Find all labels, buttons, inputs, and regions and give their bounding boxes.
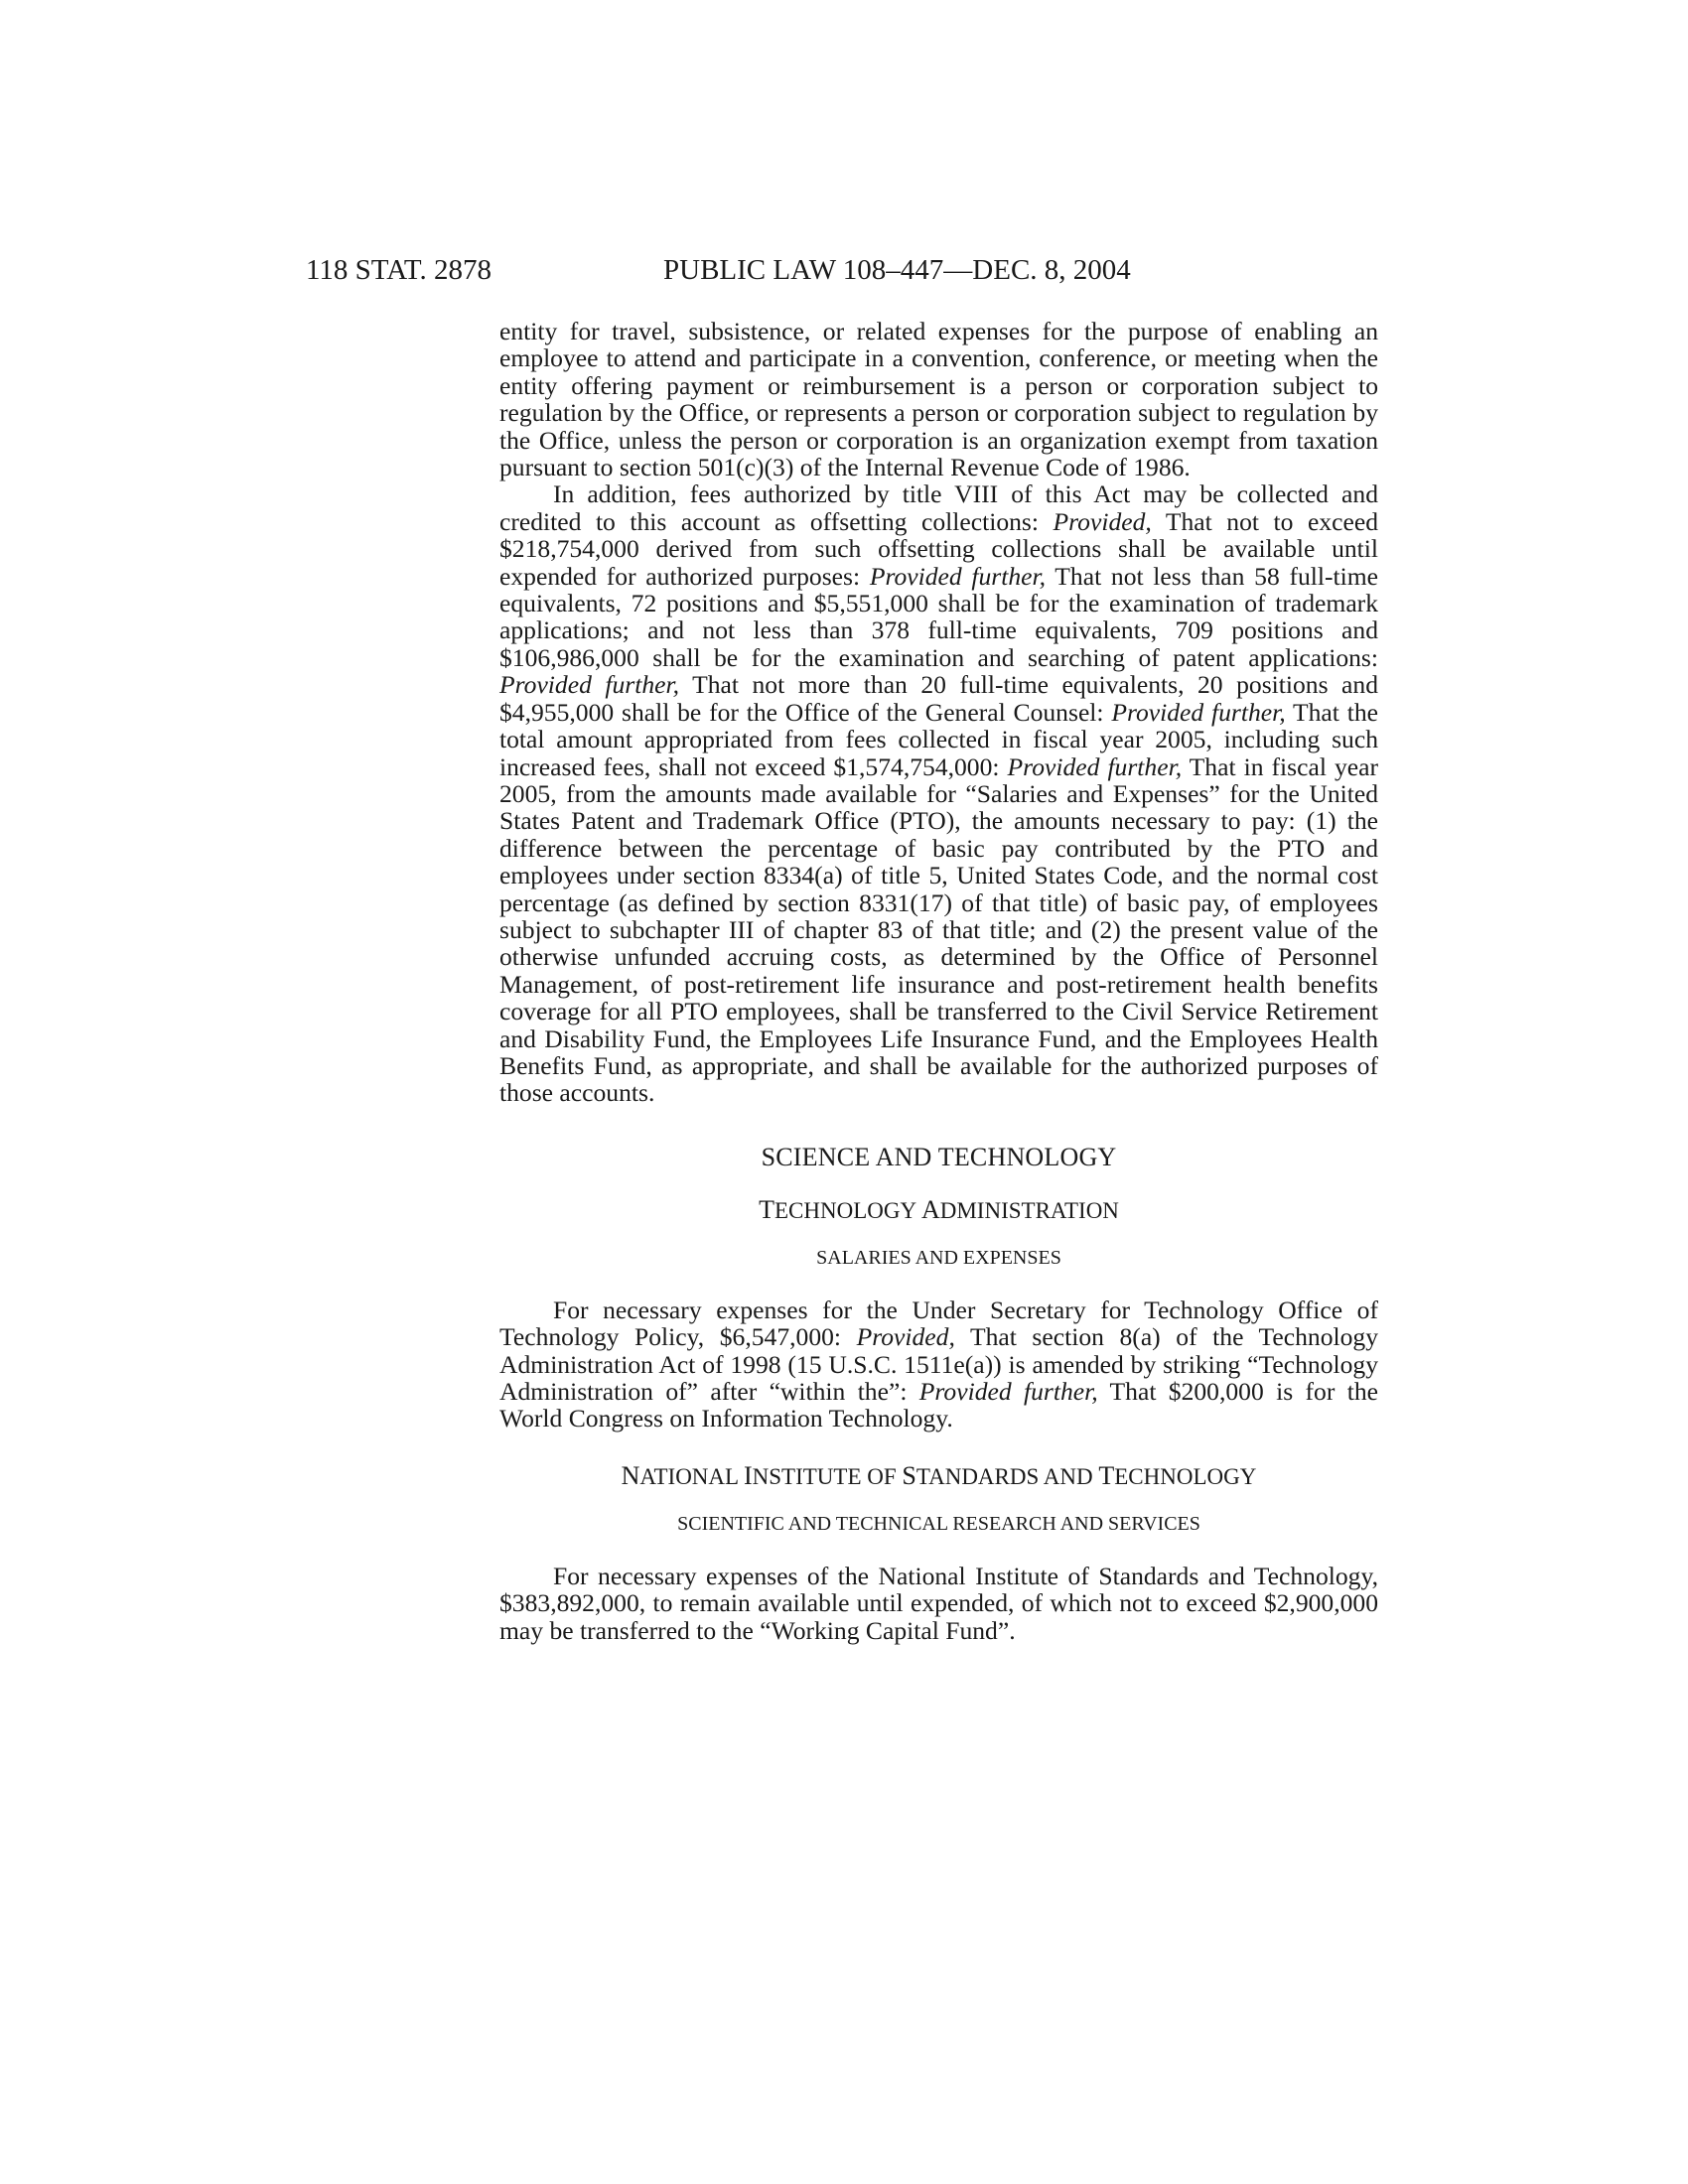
heading-scientific-research: SCIENTIFIC AND TECHNICAL RESEARCH AND SERVICES — [677, 1512, 1200, 1535]
proviso-italic: Provided further, — [499, 670, 680, 700]
proviso-italic: Provided, — [1053, 506, 1152, 536]
proviso-italic: Provided further, — [918, 1377, 1098, 1406]
heading-salaries-and-expenses: SALARIES AND EXPENSES — [816, 1246, 1061, 1269]
paragraph-fees: In addition, fees authorized by title VIII of this Act may be collected and credited to this account as offsetting collections: Provided, That not to exceed $218,754,000 derived from such offsetting collections shall be available until expended for authorized purposes: Provided further, That not less than 58 full-time equivalents, 72 positions and $5,551,000 shall be for the examination of trademark applications; and not less than 378 full-time equivalents, 709 positions and $106,986,000 shall be for the examination and searching of patent applications: Provided further, That not more than 20 full-time equivalents, 20 positions and $4,955,000 shall be for the Office of the General Counsel: Provided further, That the total amount appropriated from fees collected in fiscal year 2005, including such increased fees, shall not exceed $1,574,754,000: Provided further, That in fiscal year 2005, from the amounts made available for “Salaries and Expenses” for the United States Patent and Trademark Office (PTO), the amounts necessary to pay: (1) the difference between the percentage of basic pay contributed by the PTO and employees under section 8334(a) of title 5, United States Code, and the normal cost percentage (as defined by section 8331(17) of that title) of basic pay, of employees subject to subchapter III of chapter 83 of that title; and (2) the present value of the otherwise unfunded accruing costs, as determined by the Office of Personnel Management, of post-retirement life insurance and post-retirement health benefits coverage for all PTO employees, shall be transferred to the Civil Service Retirement and Disability Fund, the Employees Life Insurance Fund, and the Employees Health Benefits Fund, as appropriate, and shall be available for the authorized purposes of those accounts. — [499, 479, 1379, 1108]
heading-nist: NATIONAL INSTITUTE OF STANDARDS AND TECHNOLOGY — [621, 1460, 1257, 1490]
heading-technology-administration: TECHNOLOGY ADMINISTRATION — [759, 1194, 1119, 1224]
heading-science-and-technology: SCIENCE AND TECHNOLOGY — [761, 1142, 1117, 1171]
stat-citation: 118 STAT. 2878 — [306, 254, 492, 286]
page-header — [0, 250, 1688, 290]
proviso-italic: Provided, — [856, 1322, 955, 1352]
proviso-italic: Provided further, — [1007, 751, 1183, 781]
document-body — [499, 318, 1378, 1644]
paragraph-technology-policy: For necessary expenses for the Under Secretary for Technology Office of Technology Policy, $6,547,000: Provided, That section 8(a) of the Technology Administration Act of 1998 (15 U.S.C. 1511e(a)) is amended by striking “Technology Administration of” after “within the”: Provided further, That $200,000 is for the World Congress on Information Technology. — [499, 1295, 1378, 1433]
proviso-italic: Provided further, — [1111, 697, 1286, 727]
paragraph-continuation: entity for travel, subsistence, or related expenses for the purpose of enabling an employee to attend and participate in a convention, conference, or meeting when the entity offering payment or reimbursement is a person or corporation subject to regulation by the Office, or represents a person or corporation subject to regulation by the Office, unless the person or corporation is an organization exempt from taxation pursuant to section 501(c)(3) of the Internal Revenue Code of 1986. — [499, 317, 1378, 482]
public-law-title: PUBLIC LAW 108–447—DEC. 8, 2004 — [663, 254, 1131, 286]
proviso-italic: Provided further, — [869, 561, 1047, 591]
paragraph-nist-expenses: For necessary expenses of the National Institute of Standards and Technology, $383,892,000, to remain available until expended, of which not to exceed $2,900,000 may be transferred to the “Working Capital Fund”. — [499, 1561, 1378, 1645]
